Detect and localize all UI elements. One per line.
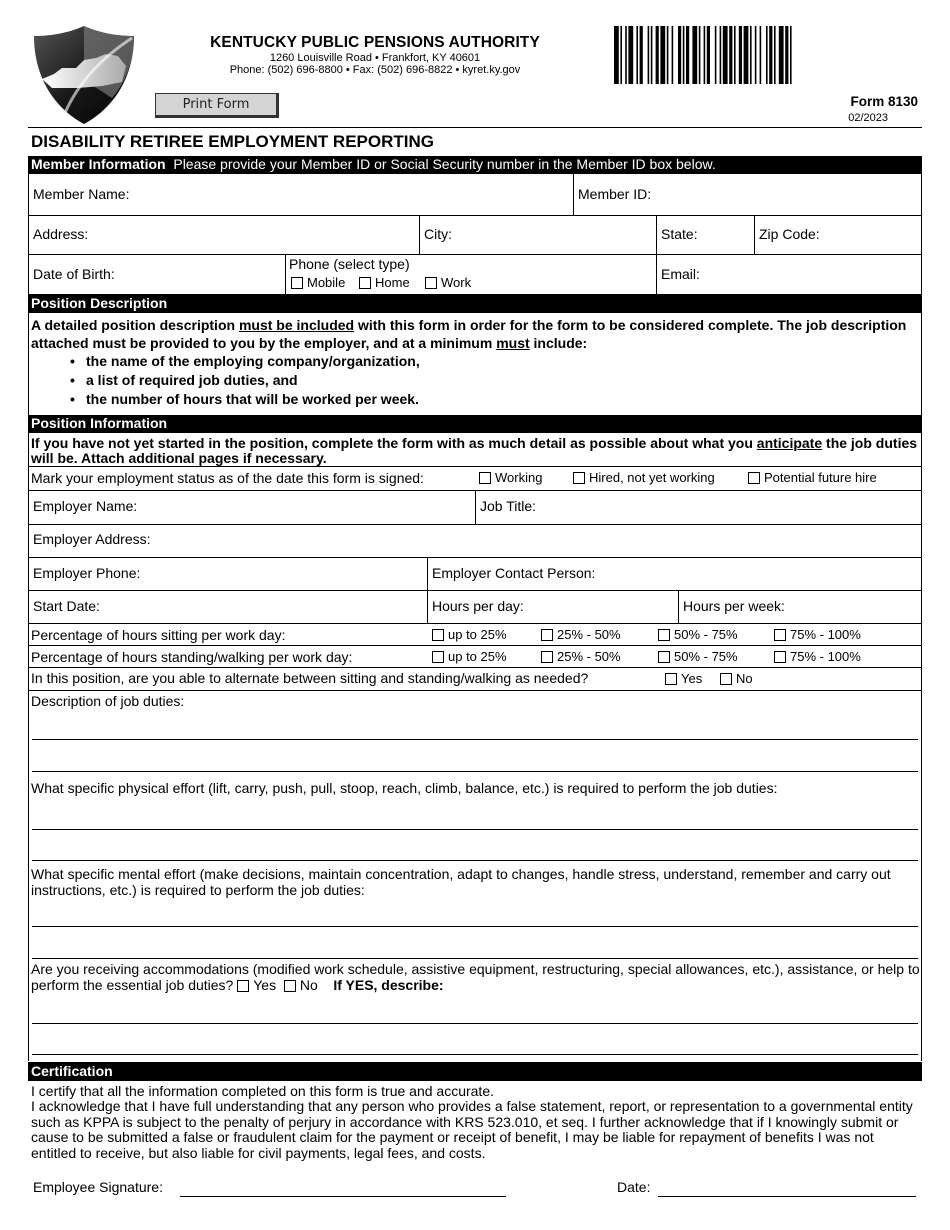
standing-checkbox[interactable]: [541, 651, 553, 663]
agency-address: 1260 Louisville Road • Frankfort, KY 40601: [269, 52, 481, 64]
job-duties-label: Description of job duties:: [31, 693, 185, 709]
kppa-logo: [32, 24, 136, 126]
phone-home-checkbox[interactable]: [359, 277, 371, 289]
sitting-option[interactable]: 75% - 100%: [774, 627, 861, 642]
standing-option[interactable]: 75% - 100%: [774, 649, 861, 664]
accommodations-no-option[interactable]: No: [284, 977, 318, 993]
member-info-title: Member Information: [31, 156, 166, 172]
phone-home-option[interactable]: Home: [359, 275, 410, 290]
sitting-option[interactable]: up to 25%: [432, 627, 507, 642]
job-duties-line[interactable]: [32, 739, 918, 740]
position-information-section-header: Position Information: [28, 415, 922, 433]
date-of-birth-field[interactable]: Date of Birth:: [33, 266, 115, 282]
standing-checkbox[interactable]: [432, 651, 444, 663]
accommodations-describe-label: If YES, describe:: [333, 977, 444, 993]
status-hired-option[interactable]: Hired, not yet working: [573, 470, 715, 485]
physical-effort-line[interactable]: [32, 829, 918, 830]
form-number: Form 8130: [850, 94, 918, 109]
employer-name-field[interactable]: Employer Name:: [33, 498, 138, 514]
certification-section-header: Certification: [28, 1062, 922, 1081]
position-description-text: A detailed position description must be included with this form in order for the form to be considered complete. The job description attached must be provided to you by the employer, and at a minimum must include:: [31, 317, 907, 351]
page-title: DISABILITY RETIREE EMPLOYMENT REPORTING: [31, 132, 434, 151]
status-future-option[interactable]: Potential future hire: [748, 470, 877, 485]
job-duties-line[interactable]: [32, 771, 918, 772]
alternate-position-question: In this position, are you able to alternate between sitting and standing/walking as needed?: [31, 670, 589, 686]
accommodations-line[interactable]: [32, 1023, 918, 1024]
accommodations-no-checkbox[interactable]: [284, 980, 296, 992]
date-line[interactable]: [658, 1196, 916, 1197]
standing-option[interactable]: 50% - 75%: [658, 649, 738, 664]
mental-effort-line[interactable]: [32, 926, 918, 927]
member-info-section-header: [28, 156, 922, 174]
print-form-button[interactable]: Print Form: [155, 93, 279, 118]
employer-contact-field[interactable]: Employer Contact Person:: [432, 565, 596, 581]
bullet-item: • the name of the employing company/organization,: [70, 353, 420, 369]
barcode: [614, 26, 910, 84]
city-field[interactable]: City:: [424, 226, 452, 242]
position-information-intro: If you have not yet started in the position, complete the form with as much detail as possible about what you anticipate the job duties will be. Attach additional pages if necessary.: [31, 435, 918, 466]
agency-name: KENTUCKY PUBLIC PENSIONS AUTHORITY: [210, 34, 540, 51]
agency-info: [160, 34, 590, 76]
status-working-option[interactable]: Working: [479, 470, 542, 485]
alternate-no-checkbox[interactable]: [720, 673, 732, 685]
bullet-item: • a list of required job duties, and: [70, 372, 298, 388]
physical-effort-line[interactable]: [32, 860, 918, 861]
alternate-yes-option[interactable]: Yes: [665, 671, 702, 686]
date-label: Date:: [617, 1179, 651, 1195]
hours-per-week-field[interactable]: Hours per week:: [683, 598, 785, 614]
status-working-checkbox[interactable]: [479, 472, 491, 484]
mental-effort-line[interactable]: [32, 958, 918, 959]
sitting-percentage-label: Percentage of hours sitting per work day:: [31, 627, 286, 643]
member-info-note: Please provide your Member ID or Social Security number in the Member ID box below.: [173, 156, 716, 172]
mental-effort-label: What specific mental effort (make decisions, maintain concentration, adapt to changes, handle stress, understand, remember and carry out instructions, etc.) is required to perform the job duties:: [31, 866, 891, 898]
physical-effort-label: What specific physical effort (lift, carry, push, pull, stoop, reach, climb, balance, etc.) is required to perform the job duties:: [31, 780, 778, 796]
accommodations-line[interactable]: [32, 1054, 918, 1055]
address-field[interactable]: Address:: [33, 226, 89, 242]
phone-work-option[interactable]: Work: [425, 275, 471, 290]
employee-signature-label: Employee Signature:: [33, 1179, 163, 1195]
alternate-no-option[interactable]: No: [720, 671, 753, 686]
agency-contact: Phone: (502) 696-8800 • Fax: (502) 696-8822 • kyret.ky.gov: [229, 64, 521, 76]
job-title-field[interactable]: Job Title:: [480, 498, 537, 514]
header-divider: [28, 127, 922, 128]
alternate-yes-checkbox[interactable]: [665, 673, 677, 685]
certification-acknowledgement: I acknowledge that I have full understanding that any person who provides a false statement, report, or representation to a governmental entity such as KPPA is subject to the penalty of perjury in accordance with KRS 523.010, et seq. I further acknowledge that if I knowingly submit or cause to be submitted a false or fraudulent claim for the payment or receipt of benefit, I may be liable for repayment of benefits I was not entitled to receive, but also liable for civil payments, legal fees, and costs.: [31, 1098, 913, 1161]
hours-per-day-field[interactable]: Hours per day:: [432, 598, 524, 614]
standing-checkbox[interactable]: [774, 651, 786, 663]
standing-option[interactable]: 25% - 50%: [541, 649, 621, 664]
accommodations-yes-checkbox[interactable]: [237, 980, 249, 992]
email-field[interactable]: Email:: [661, 266, 700, 282]
sitting-checkbox[interactable]: [774, 629, 786, 641]
status-hired-checkbox[interactable]: [573, 472, 585, 484]
position-description-section-header: Position Description: [28, 295, 922, 313]
phone-mobile-option[interactable]: Mobile: [291, 275, 345, 290]
standing-percentage-label: Percentage of hours standing/walking per work day:: [31, 649, 353, 665]
sitting-checkbox[interactable]: [541, 629, 553, 641]
standing-option[interactable]: up to 25%: [432, 649, 507, 664]
bullet-item: • the number of hours that will be worked per week.: [70, 391, 419, 407]
start-date-field[interactable]: Start Date:: [33, 598, 100, 614]
standing-checkbox[interactable]: [658, 651, 670, 663]
employer-phone-field[interactable]: Employer Phone:: [33, 565, 141, 581]
employer-address-field[interactable]: Employer Address:: [33, 531, 151, 547]
employee-signature-line[interactable]: [180, 1196, 506, 1197]
accommodations-question: Are you receiving accommodations (modified work schedule, assistive equipment, restructuring, special allowances, etc.), assistance, or help to perform the essential job duties? Yes No If YES, describe:: [31, 961, 920, 993]
sitting-option[interactable]: 50% - 75%: [658, 627, 738, 642]
phone-type-label: Phone (select type): [289, 256, 410, 272]
zip-code-field[interactable]: Zip Code:: [759, 226, 820, 242]
sitting-option[interactable]: 25% - 50%: [541, 627, 621, 642]
certification-statement: I certify that all the information completed on this form is true and accurate.: [31, 1083, 494, 1099]
state-field[interactable]: State:: [661, 226, 698, 242]
employment-status-label: Mark your employment status as of the date this form is signed:: [31, 470, 424, 486]
form-date: 02/2023: [848, 112, 888, 124]
member-id-field[interactable]: Member ID:: [578, 186, 652, 202]
phone-work-checkbox[interactable]: [425, 277, 437, 289]
status-future-checkbox[interactable]: [748, 472, 760, 484]
member-name-field[interactable]: Member Name:: [33, 186, 130, 202]
sitting-checkbox[interactable]: [432, 629, 444, 641]
phone-mobile-checkbox[interactable]: [291, 277, 303, 289]
sitting-checkbox[interactable]: [658, 629, 670, 641]
accommodations-yes-option[interactable]: Yes: [237, 977, 276, 993]
